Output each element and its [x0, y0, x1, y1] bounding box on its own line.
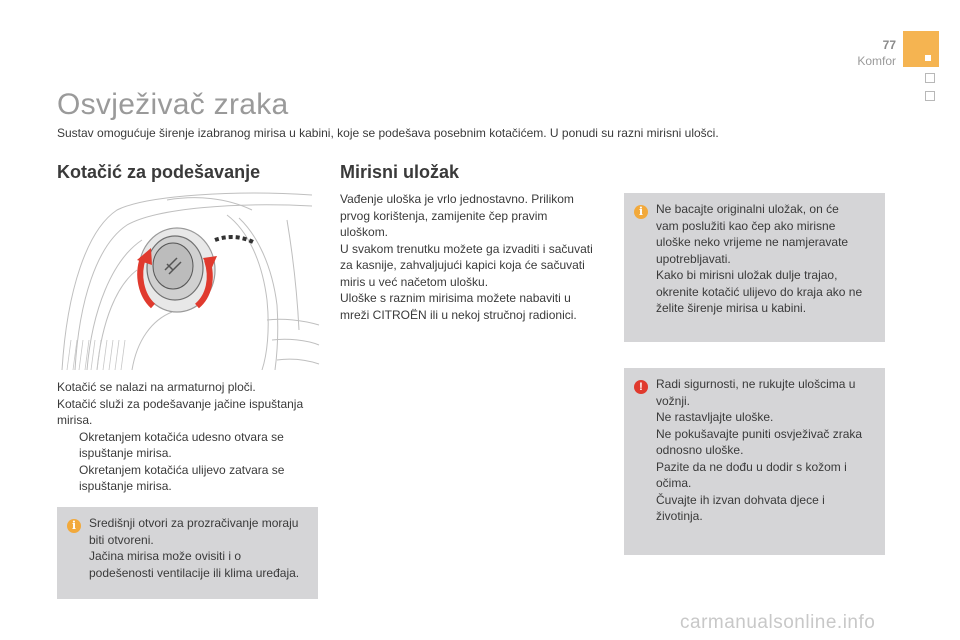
- text-line: biti otvoreni.: [89, 532, 154, 547]
- bullet-item: [57, 462, 322, 495]
- section-label: Komfor: [857, 54, 896, 68]
- left-body: [57, 379, 322, 495]
- bullet-line: ispuštanje mirisa.: [79, 479, 172, 493]
- text-line: životinja.: [656, 509, 703, 523]
- text-line: Jačina mirisa može ovisiti i o: [89, 549, 242, 563]
- bullet-line: Okretanjem kotačića udesno otvara se: [79, 429, 284, 444]
- text-line: vožnji.: [656, 393, 691, 408]
- info-box-text: [89, 515, 312, 581]
- warning-box-text: [656, 376, 879, 525]
- text-line: želite širenje mirisa u kabini.: [656, 301, 807, 315]
- tab-box-2: [925, 91, 935, 101]
- info-box-text: [656, 201, 879, 317]
- text-line: Ne bacajte originalni uložak, on će: [656, 202, 839, 216]
- tab-marker: [925, 55, 931, 61]
- text-line: Pazite da ne dođu u dodir s kožom i: [656, 459, 847, 474]
- page-subtitle: Sustav omogućuje širenje izabranog mirisa u kabini, koje se podešava posebnim kotačićem. U ponudi su razni mirisni ulošci.: [57, 126, 719, 140]
- info-box-vents: [57, 507, 318, 599]
- text-line: Kotačić se nalazi na armaturnoj ploči.: [57, 380, 256, 394]
- tab-box-1: [925, 73, 935, 83]
- text-line: Uloške s raznim mirisima možete nabaviti u: [340, 291, 571, 305]
- text-line: podešenosti ventilacije ili klima uređaja.: [89, 565, 300, 580]
- middle-body: [340, 191, 602, 323]
- heading-adjustment-wheel: Kotačić za podešavanje: [57, 162, 261, 182]
- text-line: Kotačić služi za podešavanje jačine ispuštanja: [57, 396, 304, 411]
- text-line: uloške neko vrijeme ne namjeravate: [656, 235, 849, 249]
- text-line: za kasnije, zahvaljujući kapici koja će sačuvati: [340, 258, 585, 272]
- text-line: Radi sigurnosti, ne rukujte ulošcima u: [656, 377, 856, 391]
- section-tab: [903, 31, 939, 67]
- text-line: očima.: [656, 476, 692, 490]
- text-line: Ne pokušavajte puniti osvježivač zraka: [656, 426, 863, 441]
- bullet-line: ispuštanje mirisa.: [79, 446, 172, 460]
- text-line: mirisa.: [57, 413, 93, 427]
- dashboard-wheel-illustration: [57, 190, 320, 370]
- warning-icon: !: [634, 380, 648, 394]
- text-line: odnosno uloške.: [656, 443, 744, 457]
- bullet-item: [57, 429, 322, 462]
- info-box-cartridge: [624, 193, 885, 342]
- text-line: Središnji otvori za prozračivanje moraju: [89, 516, 299, 530]
- text-line: Kako bi mirisni uložak dulje trajao,: [656, 268, 838, 282]
- page-number: 77: [882, 38, 896, 52]
- page-title: Osvježivač zraka: [57, 88, 289, 121]
- text-line: upotrebljavati.: [656, 251, 731, 266]
- text-line: Čuvajte ih izvan dohvata djece i: [656, 492, 825, 507]
- info-icon: i: [67, 519, 81, 533]
- bullet-line: Okretanjem kotačića ulijevo zatvara se: [79, 462, 285, 477]
- heading-cartridge: Mirisni uložak: [340, 162, 460, 182]
- text-line: vam poslužiti kao čep ako mirisne: [656, 218, 836, 233]
- text-line: mreži CITROËN ili u nekoj stručnoj radionici.: [340, 307, 577, 322]
- text-line: miris u već načetom ulošku.: [340, 274, 489, 289]
- info-icon: i: [634, 205, 648, 219]
- text-line: okrenite kotačić ulijevo do kraja ako ne: [656, 284, 863, 299]
- watermark: carmanualsonline.info: [680, 612, 876, 633]
- text-line: Ne rastavljajte uloške.: [656, 410, 774, 424]
- warning-box-safety: [624, 368, 885, 555]
- text-line: Vađenje uloška je vrlo jednostavno. Prilikom: [340, 192, 574, 206]
- text-line: U svakom trenutku možete ga izvaditi i sačuvati: [340, 241, 593, 256]
- text-line: prvog korištenja, zamijenite čep pravim: [340, 208, 548, 223]
- text-line: uloškom.: [340, 225, 389, 239]
